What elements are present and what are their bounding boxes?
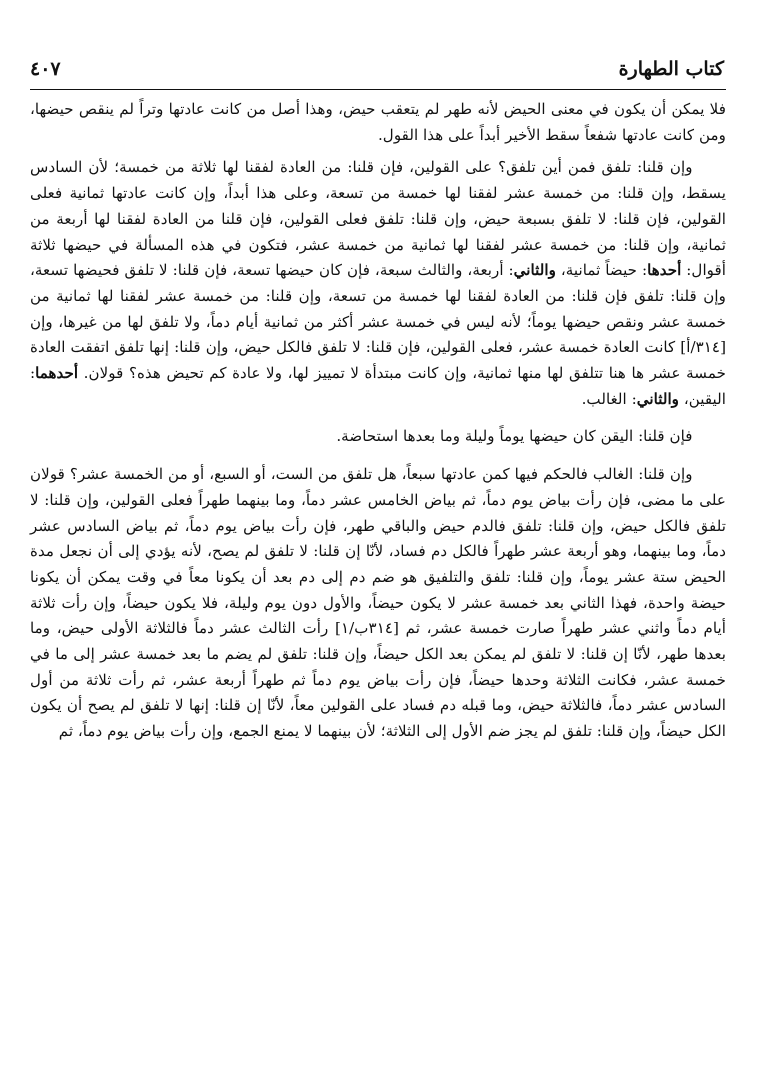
- paragraph-2-text-e: : الغالب.: [581, 389, 637, 408]
- paragraph-2-text-a: وإن قلنا: تلفق فمن أين تلفق؟ على القولين، فإن قلنا: من العادة لفقنا لها ثلاثة من خمسة؛ لأن السادس يسقط، وإن قلنا: من خمسة عشر لفقنا لها خمسة من تسعة، وعلى هذا أبداً، وإن كانت عادتها ثمانية فعلى القولين، فإن قلنا: لا تلفق بسبعة حيض، وإن قلنا: تلفق فعلى القولين، فإن قلنا من العادة لفقنا لها أربعة من ثمانية، وإن قلنا: من خمسة عشر لفقنا لها ثمانية من خمسة عشر، فتكون في هذه المسألة في حيضها ثلاثة أقوال:: [30, 158, 727, 280]
- paragraph-3: [30, 424, 726, 450]
- page-body: [30, 97, 726, 745]
- paragraph-1-text: فلا يمكن أن يكون في معنى الحيض لأنه طهر لم يتعقب حيض، وهذا أصل من كانت عادتها وتراً لم ينقص حيضها، ومن كانت عادتها شفعاً سقط الأخير أبداً على هذا القول.: [30, 100, 726, 144]
- page-header: [30, 58, 724, 88]
- header-rule: [30, 89, 726, 90]
- paragraph-3-text: فإن قلنا: اليقن كان حيضها يوماً وليلة وما بعدها استحاضة.: [336, 427, 693, 446]
- paragraph-2: [30, 155, 726, 412]
- paragraph-1: [30, 97, 726, 148]
- paragraph-2-bold-b: والثاني: [513, 261, 556, 280]
- book-title: كتاب الطهارة: [618, 58, 724, 80]
- paragraph-2-bold-c: أحدهما: [35, 364, 79, 383]
- paragraph-2-text-d: : اليقين،: [30, 364, 726, 408]
- page-number: ٤٠٧: [30, 58, 61, 80]
- paragraph-4: [30, 462, 726, 745]
- paragraph-2-text-c: : أربعة، والثالث سبعة، فإن كان حيضها تسعة، فإن قلنا: لا تلفق فحيضها تسعة، وإن قلنا: تلفق فإن قلنا: من العادة لفقنا لها خمسة من تسعة، وإن قلنا: من خمسة عشر لفقنا لها ثمانية من خمسة عشر ونقص حيضها يوماً؛ لأنه ليس في خمسة عشر أكثر من ثمانية أيام دماً، ولا تلفق لها من غيرها، وإن [٣١٤/أ] كانت العادة خمسة عشر، فعلى القولين، فإن قلنا: لا تلفق فالكل حيض، وإن قلنا: إنها تلفق اتفقت العادة خمسة عشر ها هنا تتلفق لها منها ثمانية، وإن كانت مبتدأة لا تمييز لها، ولا عادة كم تحيض هذه؟ قولان.: [30, 261, 726, 383]
- paragraph-4-text: وإن قلنا: الغالب فالحكم فيها كمن عادتها سبعاً، هل تلفق من الست، أو السبع، أو من الخمسة عشر؟ قولان على ما مضى، فإن رأت بياض يوم دماً، ثم بياض الخامس عشر دماً، وما بينهما طهراً فعلى القولين، وإن قلنا: لا تلفق فالكل حيض، وإن قلنا: تلفق فالدم حيض والباقي طهر، فإن رأت بياض يوم دماً، ثم بياض السادس عشر دماً، وما بينهما، وهو أربعة عشر طهراً فالكل دم فساد، لأنّا إن قلنا: لا تلفق لم يصح، لأنه يؤدي إلى أن نجعل مدة الحيض ستة عشر يوماً، وإن قلنا: تلفق والتلفيق هو ضم دم إلى دم بعد أن يكونا معاً في وقت يمكن أن يكونا حيضة واحدة، فهذا الثاني بعد خمسة عشر لا يكون حيضاً، والأول دون يوم وليلة، فلا يكون حيضاً، وإن رأت ثلاثة أيام دماً واثني عشر طهراً صارت خمسة عشر، ثم [٣١٤ب/١] رأت الثالث عشر دماً فالثلاثة الأولى حيض، وما بعدها طهر، لأنّا إن قلنا: لا تلفق لم يمكن بعد الكل حيضاً، وإن قلنا: تلفق لم يضم ما بعد خمسة عشر إلى ما في خمسة عشر، فكانت الثلاثة وحدها حيضاً، فإن رأت بياض يوم دماً ثم طهراً أربعة عشر، ثم رأت ثلاثة من أول السادس عشر دماً، فالثلاثة حيض، وما قبله دم فساد على القولين معاً، لأنّا إن قلنا: إنها لا تلفق لم يصح أن يكون الكل حيضاً، وإن قلنا: تلفق لم يجز ضم الأول إلى الثلاثة؛ لأن بينهما لا يمنع الجمع، وإن رأت بياض يوم دماً، ثم: [30, 465, 726, 741]
- paragraph-2-bold-a: أحدها: [647, 261, 682, 280]
- paragraph-2-text-b: : حيضاً ثمانية،: [555, 261, 648, 280]
- paragraph-2-bold-d: والثاني: [636, 389, 679, 408]
